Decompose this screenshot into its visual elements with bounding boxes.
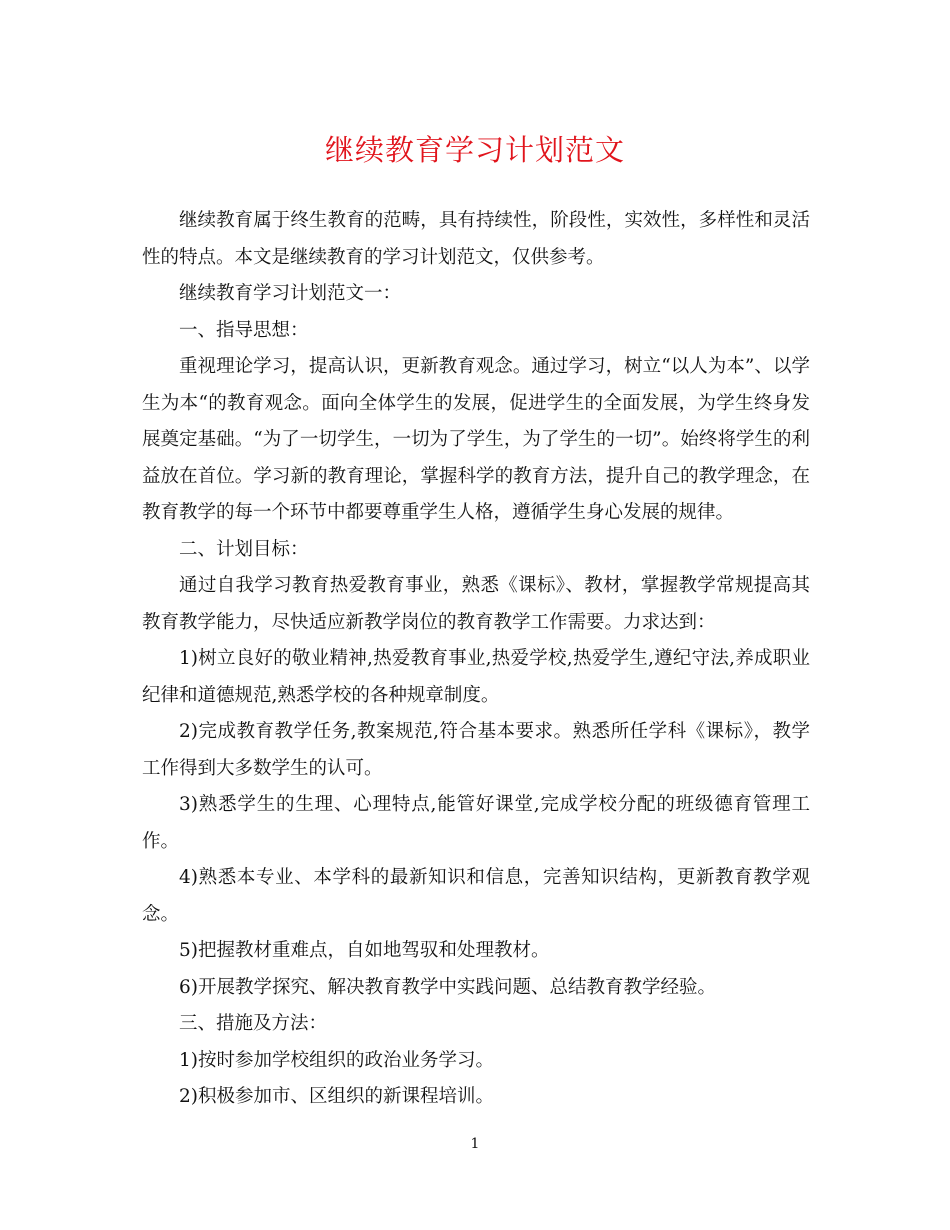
page-number: 1 [470, 1136, 480, 1152]
list-item: 5)把握教材重难点，自如地驾驭和处理教材。 [179, 940, 550, 961]
document-body [142, 203, 810, 1116]
list-item: 2)完成教育教学任务,教案规范,符合基本要求。熟悉所任学科《课标》，教学工作得到大多数学生的认可。 [142, 721, 810, 779]
section-heading: 二、计划目标： [179, 538, 309, 560]
body-paragraph: 继续教育学习计划范文一： [179, 283, 402, 304]
section-heading: 一、指导思想： [179, 319, 309, 341]
body-paragraph: 继续教育属于终生教育的范畴，具有持续性，阶段性，实效性，多样性和灵活性的特点。本文是继续教育的学习计划范文，仅供参考。 [142, 210, 810, 268]
list-item: 1)按时参加学校组织的政治业务学习。 [179, 1049, 494, 1071]
body-paragraph: 通过自我学习教育热爱教育事业，熟悉《课标》、教材，掌握教学常规提高其教育教学能力，尽快适应新教学岗位的教育教学工作需要。力求达到： [142, 575, 810, 633]
list-item: 3)熟悉学生的生理、心理特点,能管好课堂,完成学校分配的班级德育管理工作。 [142, 794, 810, 852]
list-item: 1)树立良好的敬业精神,热爱教育事业,热爱学校,热爱学生,遵纪守法,养成职业纪律和道德规范,熟悉学校的各种规章制度。 [142, 648, 810, 706]
body-paragraph: 重视理论学习，提高认识，更新教育观念。通过学习，树立“以人为本”、以学生为本“的教育观念。面向全体学生的发展，促进学生的全面发展，为学生终身发展奠定基础。“为了一切学生，一切为了学生，为了学生的一切”。始终将学生的利益放在首位。学习新的教育理论，掌握科学的教育方法，提升自己的教学理念，在教育教学的每一个环节中都要尊重学生人格，遵循学生身心发展的规律。 [142, 356, 810, 523]
section-heading: 三、措施及方法： [179, 1013, 328, 1034]
list-item: 2)积极参加市、区组织的新课程培训。 [179, 1086, 494, 1107]
list-item: 6)开展教学探究、解决教育教学中实践问题、总结教育教学经验。 [179, 976, 716, 998]
list-item: 4)熟悉本专业、本学科的最新知识和信息，完善知识结构，更新教育教学观念。 [142, 867, 810, 925]
document-title: 继续教育学习计划范文 [324, 133, 625, 167]
